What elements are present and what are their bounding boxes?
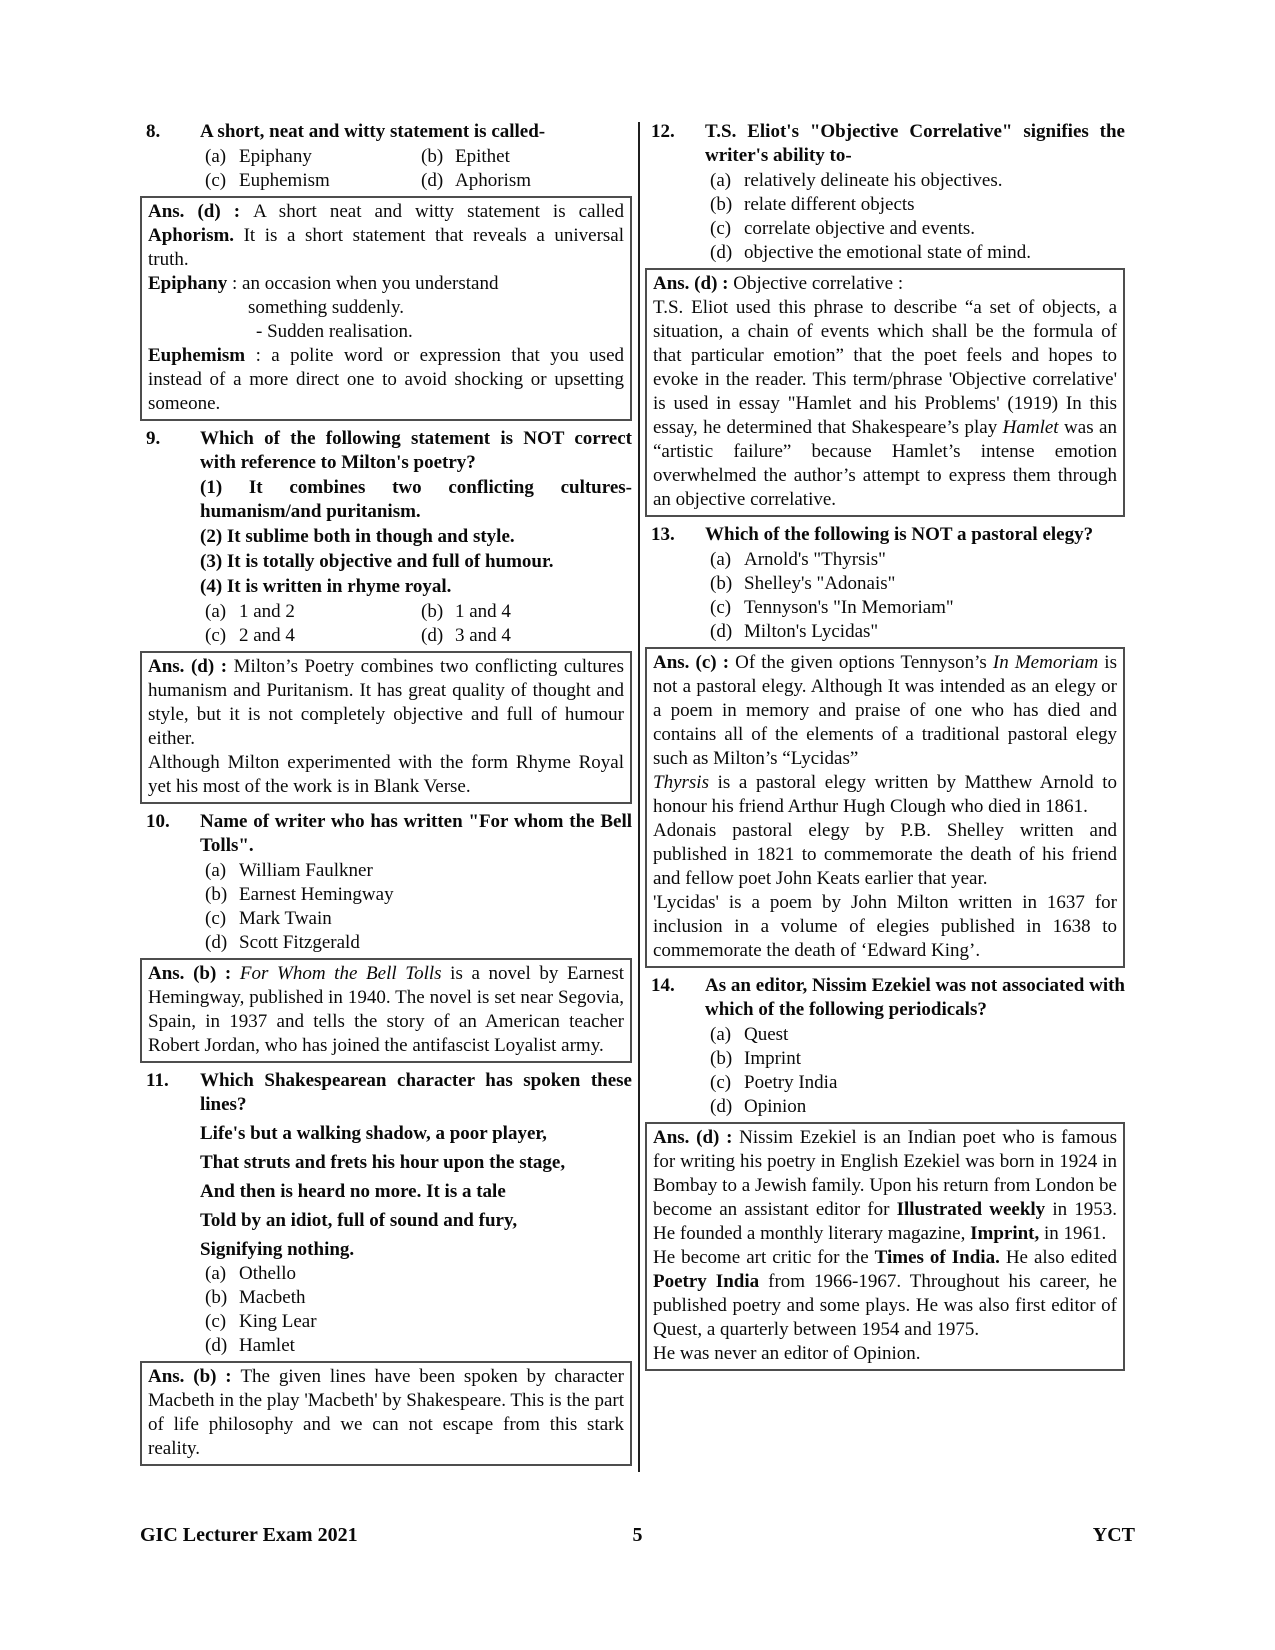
option-text: 3 and 4 (455, 625, 511, 646)
page-content (140, 118, 1125, 1472)
question-stem: As an editor, Nissim Ezekiel was not associated with which of the following periodicals? (705, 975, 1125, 1020)
option-label: (d) (710, 621, 733, 642)
answer-text: Ans. (d) : (653, 273, 734, 294)
option-label: (a) (710, 1024, 732, 1045)
question-body (200, 810, 632, 955)
question-stem: Which Shakespearean character has spoken these lines? (200, 1070, 632, 1115)
option-text: Hamlet (239, 1335, 295, 1356)
option-label: (b) (710, 573, 733, 594)
question-body (705, 120, 1125, 265)
answer-text: Aphorism. (148, 225, 235, 246)
answer-paragraph (148, 200, 624, 272)
option-label: (c) (205, 1311, 227, 1332)
answer-text: Imprint, (970, 1223, 1040, 1244)
question-body (200, 1069, 632, 1358)
answer-paragraph (653, 1126, 1117, 1246)
option-label: (b) (710, 1048, 733, 1069)
option-item (200, 600, 416, 624)
answer-text: It is a short statement that reveals a universal truth. (148, 225, 624, 270)
left-column (140, 118, 632, 1472)
answer-paragraph (653, 272, 1117, 296)
question-number: 11. (146, 1070, 169, 1091)
option-label: (a) (205, 601, 227, 622)
option-label: (c) (205, 908, 227, 929)
answer-text: Poetry India (653, 1271, 760, 1292)
option-text: relatively delineate his objectives. (744, 170, 1003, 191)
right-column (645, 118, 1125, 1472)
answer-text: In Memoriam (992, 652, 1099, 673)
answer-text: something suddenly. (248, 297, 405, 318)
answer-text: : an occasion when you understand (227, 273, 499, 294)
answer-text: is a novel by Earnest Hemingway, published in 1940. The novel is set near Segovia, Spain, in 1937 and tells the story of an American teacher Robert Jordan, who has joined the antifascist Loyalist army. (148, 963, 624, 1056)
option-item (200, 907, 632, 931)
answer-box (140, 196, 632, 421)
answer-paragraph (148, 751, 624, 799)
option-item (705, 620, 1125, 644)
answer-text: : a polite word or expression that you used instead of a more direct one to avoid shocking or upsetting someone. (148, 345, 624, 414)
answer-paragraph (148, 344, 624, 416)
answer-paragraph (148, 296, 624, 320)
option-text: relate different objects (744, 194, 915, 215)
option-item (705, 217, 1125, 241)
answer-text: is a pastoral elegy written by Matthew Arnold to honour his friend Arthur Hugh Clough who died in 1861. (653, 772, 1117, 817)
answer-box (645, 1122, 1125, 1371)
answer-text: in 1953. He founded a monthly literary magazine, (653, 1199, 1117, 1244)
question-block (140, 427, 632, 648)
option-label: (b) (710, 194, 733, 215)
option-item (705, 241, 1125, 265)
question-block (140, 1069, 632, 1358)
question-block (645, 523, 1125, 644)
page-footer (140, 1524, 1135, 1547)
answer-text: He become art critic for the (653, 1247, 875, 1268)
option-label: (a) (205, 1263, 227, 1284)
options-group (705, 169, 1125, 265)
answer-text: was an “artistic failure” because Hamlet’s intense emotion overwhelmed the author’s attempt to express them through an objective correlative. (653, 417, 1117, 510)
question-block (645, 974, 1125, 1119)
answer-text: For Whom the Bell Tolls (239, 963, 442, 984)
question-stem: T.S. Eliot's "Objective Correlative" signifies the writer's ability to- (705, 121, 1125, 166)
options-group (200, 145, 632, 193)
option-text: Shelley's "Adonais" (744, 573, 896, 594)
question-number: 13. (651, 524, 675, 545)
answer-text: Epiphany (148, 273, 228, 294)
option-label: (a) (710, 549, 732, 570)
option-item (200, 1310, 632, 1334)
option-item (200, 883, 632, 907)
answer-text: 'Lycidas' is a poem by John Milton written in 1637 for inclusion in a volume of elegies published in 1638 to commemorate the death of ‘Edward King’. (653, 892, 1117, 961)
question-number: 14. (651, 975, 675, 996)
option-text: Scott Fitzgerald (239, 932, 360, 953)
option-item (200, 859, 632, 883)
option-item (705, 193, 1125, 217)
options-group (705, 1023, 1125, 1119)
question-body (200, 427, 632, 648)
answer-paragraph (653, 1246, 1117, 1342)
answer-paragraph (148, 1365, 624, 1461)
answer-paragraph (148, 320, 624, 344)
question-body (200, 120, 632, 193)
answer-paragraph (148, 655, 624, 751)
answer-text: Hamlet (1002, 417, 1059, 438)
option-label: (c) (205, 170, 227, 191)
option-text: 1 and 4 (455, 601, 511, 622)
option-item (705, 572, 1125, 596)
option-label: (b) (205, 884, 228, 905)
answer-text: The given lines have been spoken by character Macbeth in the play 'Macbeth' by Shakespeare. This is the part of life philosophy and we can not escape from this stark reality. (148, 1366, 625, 1459)
question-block (140, 120, 632, 193)
option-text: correlate objective and events. (744, 218, 976, 239)
option-item (200, 145, 416, 169)
answer-paragraph (148, 962, 624, 1058)
answer-text: Times of India. (874, 1247, 1000, 1268)
answer-text: Ans. (c) : (653, 652, 736, 673)
option-text: King Lear (239, 1311, 317, 1332)
option-text: Aphorism (455, 170, 531, 191)
option-label: (d) (421, 170, 444, 191)
options-group (200, 600, 632, 648)
option-text: Earnest Hemingway (239, 884, 394, 905)
option-text: William Faulkner (239, 860, 373, 881)
answer-box (140, 651, 632, 804)
question-number: 8. (146, 121, 161, 142)
answer-text: Adonais pastoral elegy by P.B. Shelley written and published in 1821 to commemorate the death of his friend and fellow poet John Keats earlier that year. (653, 820, 1117, 889)
question-stem: A short, neat and witty statement is called- (200, 121, 546, 142)
answer-text: Ans. (d) : (148, 201, 254, 222)
option-label: (a) (205, 146, 227, 167)
option-item (416, 145, 632, 169)
answer-paragraph (148, 272, 624, 296)
option-label: (b) (205, 1287, 228, 1308)
answer-paragraph (653, 819, 1117, 891)
answer-text: Ans. (d) : (148, 656, 234, 677)
answer-text: Milton’s Poetry combines two conflicting cultures humanism and Puritanism. It has great quality of thought and style, but it is not completely objective and full of humour either. (148, 656, 625, 749)
option-text: 2 and 4 (239, 625, 295, 646)
question-stem: (3) It is totally objective and full of humour. (200, 551, 554, 572)
option-label: (d) (710, 1096, 733, 1117)
option-item (705, 1023, 1125, 1047)
option-item (200, 1262, 632, 1286)
answer-paragraph (653, 651, 1117, 771)
option-label: (d) (710, 242, 733, 263)
option-item (200, 931, 632, 955)
option-text: objective the emotional state of mind. (744, 242, 1032, 263)
option-label: (c) (710, 218, 732, 239)
option-item (416, 169, 632, 193)
option-item (705, 169, 1125, 193)
answer-text: T.S. Eliot used this phrase to describe “a set of objects, a situation, a chain of events which shall be the formula of that particular emotion” that the poet feels and hopes to evoke in the reader. This term/phrase 'Objective correlative' is used in essay "Hamlet and his Problems' (1919) In this essay, he determined that Shakespeare’s play (653, 297, 1117, 438)
question-block (140, 810, 632, 955)
options-group (705, 548, 1125, 644)
option-text: Euphemism (239, 170, 330, 191)
answer-text: Ans. (d) : (653, 1127, 740, 1148)
answer-text: Objective correlative : (733, 273, 904, 294)
question-quote-line: Signifying nothing. (200, 1239, 355, 1260)
option-label: (c) (710, 597, 732, 618)
option-text: Imprint (744, 1048, 801, 1069)
question-number: 12. (651, 121, 675, 142)
option-text: Othello (239, 1263, 296, 1284)
answer-paragraph (653, 296, 1117, 512)
option-text: Opinion (744, 1096, 807, 1117)
options-group (200, 1262, 632, 1358)
option-text: Poetry India (744, 1072, 838, 1093)
question-quote-line: Told by an idiot, full of sound and fury, (200, 1210, 518, 1231)
option-item (200, 1286, 632, 1310)
footer-publisher: YCT (1092, 1524, 1135, 1546)
option-item (200, 169, 416, 193)
option-text: Quest (744, 1024, 789, 1045)
answer-text: Thyrsis (653, 772, 709, 793)
option-text: Epiphany (239, 146, 312, 167)
answer-paragraph (653, 771, 1117, 819)
option-item (705, 1047, 1125, 1071)
question-stem: (4) It is written in rhyme royal. (200, 576, 452, 597)
option-label: (a) (205, 860, 227, 881)
option-item (416, 624, 632, 648)
answer-box (140, 1361, 632, 1466)
footer-page-number: 5 (632, 1524, 643, 1546)
option-text: Epithet (455, 146, 510, 167)
option-label: (d) (421, 625, 444, 646)
option-label: (d) (205, 1335, 228, 1356)
question-stem: Name of writer who has written "For whom the Bell Tolls". (200, 811, 632, 856)
option-label: (d) (205, 932, 228, 953)
question-quote-line: Life's but a walking shadow, a poor player, (200, 1123, 547, 1144)
option-label: (c) (710, 1072, 732, 1093)
answer-box (645, 268, 1125, 517)
option-text: Tennyson's "In Memoriam" (744, 597, 954, 618)
answer-text: Nissim Ezekiel is an Indian poet who is famous for writing his poetry in English Ezekiel was born in 1924 in Bombay to a Jewish family. Upon his return from London be become an assistant editor for (653, 1127, 1117, 1220)
column-divider (638, 122, 640, 1472)
option-text: 1 and 2 (239, 601, 295, 622)
option-text: Arnold's "Thyrsis" (744, 549, 886, 570)
answer-text: Illustrated weekly (896, 1199, 1046, 1220)
answer-text: Of the given options Tennyson’s (735, 652, 993, 673)
option-text: Mark Twain (239, 908, 332, 929)
question-quote-line: And then is heard no more. It is a tale (200, 1181, 506, 1202)
option-item (705, 1095, 1125, 1119)
answer-text: Ans. (b) : (148, 963, 240, 984)
question-stem: Which of the following is NOT a pastoral elegy? (705, 524, 1094, 545)
answer-text: is not a pastoral elegy. Although It was intended as an elegy or a poem in memory and praise of one who has died and contains all of the elements of a traditional pastoral elegy such as Milton’s “Lycidas” (653, 652, 1117, 769)
option-label: (b) (421, 146, 444, 167)
answer-text: Although Milton experimented with the form Rhyme Royal yet his most of the work is in Blank Verse. (148, 752, 624, 797)
answer-box (645, 647, 1125, 968)
option-item (200, 624, 416, 648)
answer-text: Euphemism (148, 345, 246, 366)
footer-exam-title: GIC Lecturer Exam 2021 (140, 1524, 358, 1546)
answer-paragraph (653, 891, 1117, 963)
question-stem: Which of the following statement is NOT correct with reference to Milton's poetry? (200, 428, 632, 473)
option-label: (c) (205, 625, 227, 646)
answer-text: He was never an editor of Opinion. (653, 1343, 921, 1364)
answer-text: He also edited (999, 1247, 1118, 1268)
option-item (705, 1071, 1125, 1095)
option-item (705, 596, 1125, 620)
answer-text: A short neat and witty statement is called (253, 201, 624, 222)
question-block (645, 120, 1125, 265)
question-body (705, 523, 1125, 644)
answer-text: - Sudden realisation. (256, 321, 413, 342)
answer-text: in 1961. (1039, 1223, 1107, 1244)
question-number: 9. (146, 428, 161, 449)
question-quote-line: That struts and frets his hour upon the stage, (200, 1152, 566, 1173)
answer-box (140, 958, 632, 1063)
option-label: (b) (421, 601, 444, 622)
option-label: (a) (710, 170, 732, 191)
option-item (200, 1334, 632, 1358)
option-text: Macbeth (239, 1287, 306, 1308)
option-item (416, 600, 632, 624)
options-group (200, 859, 632, 955)
answer-text: Ans. (b) : (148, 1366, 241, 1387)
question-stem: (2) It sublime both in though and style. (200, 526, 515, 547)
option-item (705, 548, 1125, 572)
question-stem: (1) It combines two conflicting cultures-humanism/and puritanism. (200, 477, 632, 522)
question-number: 10. (146, 811, 170, 832)
question-body (705, 974, 1125, 1119)
answer-paragraph (653, 1342, 1117, 1366)
answer-text: from 1966-1967. Throughout his career, he published poetry and some plays. He was also first editor of Quest, a quarterly between 1954 and 1975. (653, 1271, 1117, 1340)
option-text: Milton's Lycidas" (744, 621, 879, 642)
